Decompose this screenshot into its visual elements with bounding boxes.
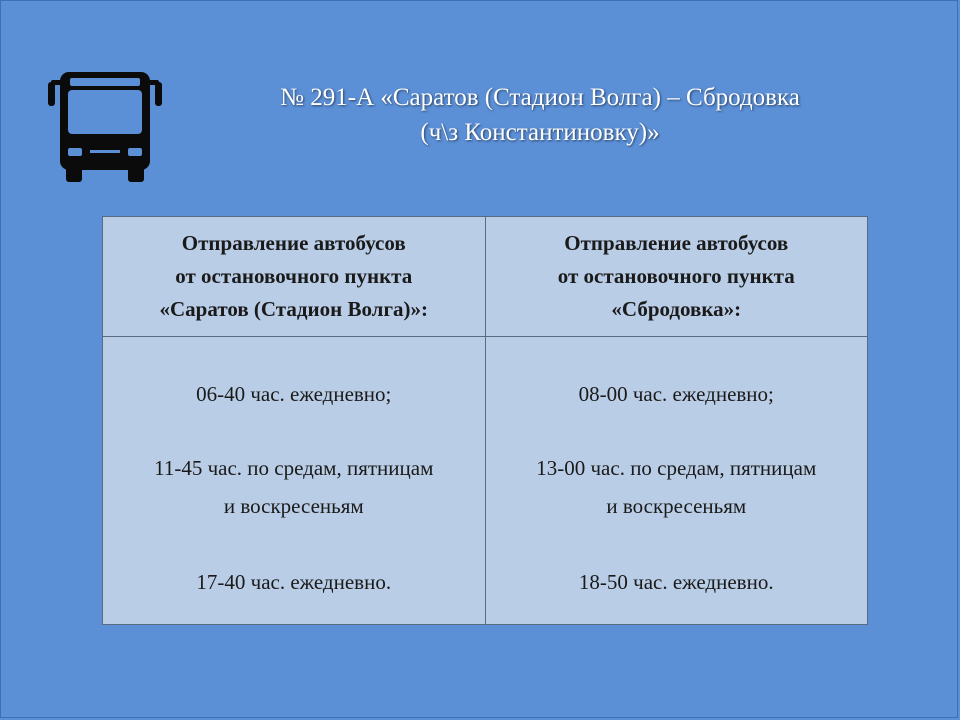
time-line: 06-40 час. ежедневно; [196, 382, 392, 406]
route-title [200, 80, 880, 150]
route-title-line2: (ч\з Константиновку)» [420, 119, 660, 146]
time-line: и воскресеньям [223, 494, 364, 518]
header-line: «Сбродовка»: [611, 297, 742, 321]
time-line: и воскресеньям [606, 494, 747, 518]
schedule-header-row [103, 217, 868, 337]
header-line: Отправление автобусов [564, 231, 789, 255]
time-entry [107, 563, 481, 601]
time-entry [490, 449, 864, 525]
time-line: 18-50 час. ежедневно. [578, 570, 774, 594]
time-entry [490, 563, 864, 601]
times-sbrodovka [485, 337, 868, 625]
time-line: 08-00 час. ежедневно; [578, 382, 774, 406]
header-line: от остановочного пункта [175, 264, 413, 288]
bus-front-icon [46, 68, 164, 186]
times-saratov [103, 337, 486, 625]
time-entry [107, 449, 481, 525]
header-sbrodovka [485, 217, 868, 337]
header-line: Отправление автобусов [181, 231, 406, 255]
header-line: «Саратов (Стадион Волга)»: [159, 297, 428, 321]
header-saratov [103, 217, 486, 337]
route-title-line1: № 291-А «Саратов (Стадион Волга) – Сбродовка [280, 84, 800, 111]
header-line: от остановочного пункта [557, 264, 795, 288]
time-line: 13-00 час. по средам, пятницам [536, 456, 817, 480]
time-entry [490, 375, 864, 413]
time-line: 17-40 час. ежедневно. [196, 570, 392, 594]
time-line: 11-45 час. по средам, пятницам [154, 456, 434, 480]
schedule-times-row [103, 337, 868, 625]
time-entry [107, 375, 481, 413]
schedule-table [102, 216, 868, 625]
